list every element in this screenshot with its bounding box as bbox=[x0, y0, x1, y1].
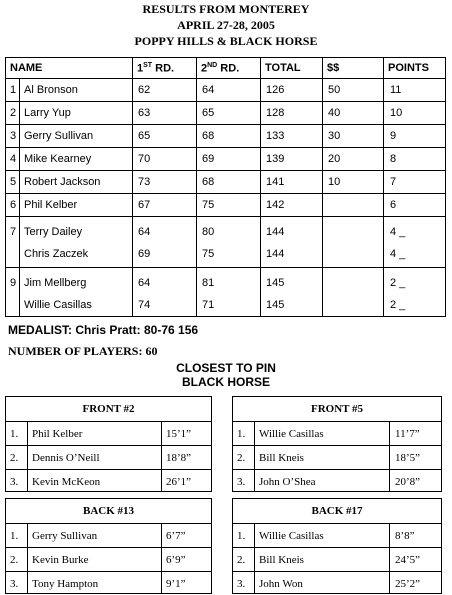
pin-rank: 1. bbox=[10, 530, 19, 542]
col-header-name: NAME bbox=[10, 62, 43, 74]
grid-line bbox=[6, 267, 445, 268]
pin-player: Tony Hampton bbox=[32, 578, 99, 590]
row-rd2: 68 bbox=[202, 130, 215, 142]
row-place: 5 bbox=[10, 176, 17, 188]
row-rd1: 64 bbox=[138, 277, 151, 289]
pin-rank: 2. bbox=[237, 452, 246, 464]
row-name: Phil Kelber bbox=[24, 199, 78, 211]
row-total: 142 bbox=[266, 199, 285, 211]
pin-rank: 3. bbox=[10, 578, 19, 590]
pin-player: Phil Kelber bbox=[32, 428, 83, 440]
pin-distance: 8’8” bbox=[395, 530, 415, 542]
row-name: Al Bronson bbox=[24, 84, 78, 96]
row-rd2: 69 bbox=[202, 153, 215, 165]
row-points: 4 _ bbox=[390, 226, 406, 238]
row-rd2: 64 bbox=[202, 84, 215, 96]
pin-player: Bill Kneis bbox=[259, 452, 304, 464]
col-header-total: TOTAL bbox=[265, 62, 301, 74]
row-name: Gerry Sullivan bbox=[24, 130, 94, 142]
pin-row bbox=[6, 445, 211, 469]
pin-rank: 2. bbox=[237, 554, 246, 566]
pin-row bbox=[233, 571, 441, 595]
pin-distance: 18’5” bbox=[395, 452, 421, 464]
row-rd1: 64 bbox=[138, 226, 151, 238]
row-rd2: 71 bbox=[202, 299, 215, 311]
row-points: 6 bbox=[390, 199, 397, 211]
row-total: 139 bbox=[266, 153, 285, 165]
pin-player: Dennis O’Neill bbox=[32, 452, 100, 464]
row-rd1: 73 bbox=[138, 176, 151, 188]
grid-line bbox=[6, 216, 445, 217]
col-header-points: POINTS bbox=[388, 62, 429, 74]
pin-rank: 2. bbox=[10, 452, 19, 464]
pin-row bbox=[6, 523, 211, 547]
row-name: Jim Mellberg bbox=[24, 277, 87, 289]
row-points: 4 _ bbox=[390, 248, 406, 260]
row-total: 144 bbox=[266, 226, 285, 238]
pin-rank: 1. bbox=[237, 428, 246, 440]
row-rd1: 63 bbox=[138, 107, 151, 119]
row-total: 144 bbox=[266, 248, 285, 260]
row-points: 9 bbox=[390, 130, 397, 142]
row-name: Chris Zaczek bbox=[24, 248, 89, 260]
pin-distance: 6’9” bbox=[166, 554, 186, 566]
pin-distance: 6’7” bbox=[166, 530, 186, 542]
pin-table-front-2 bbox=[5, 396, 212, 492]
pin-row bbox=[233, 445, 441, 469]
row-place: 2 bbox=[10, 107, 17, 119]
grid-line bbox=[322, 58, 323, 316]
pin-rank: 1. bbox=[237, 530, 246, 542]
col-header-rd1: 1ST RD. bbox=[137, 62, 175, 75]
pin-distance: 25’2” bbox=[395, 578, 421, 590]
pin-player: Gerry Sullivan bbox=[32, 530, 98, 542]
grid-line bbox=[6, 78, 445, 79]
pin-table-back-17 bbox=[232, 498, 442, 594]
pin-row bbox=[233, 523, 441, 547]
pin-row bbox=[6, 421, 211, 445]
row-money: 10 bbox=[328, 176, 341, 188]
pin-table-title: FRONT #2 bbox=[82, 403, 135, 415]
pin-row bbox=[6, 547, 211, 571]
row-money: 50 bbox=[328, 84, 341, 96]
pin-row bbox=[233, 547, 441, 571]
row-rd1: 74 bbox=[138, 299, 151, 311]
pin-table-title: FRONT #5 bbox=[310, 403, 364, 415]
row-points: 2 _ bbox=[390, 299, 406, 311]
pin-rank: 1. bbox=[10, 428, 19, 440]
row-place: 6 bbox=[10, 199, 17, 211]
medalist-line: MEDALIST: Chris Pratt: 80-76 156 bbox=[8, 323, 199, 337]
pin-player: Bill Kneis bbox=[259, 554, 304, 566]
pin-distance: 15’1” bbox=[166, 428, 192, 440]
grid-line bbox=[196, 58, 197, 316]
pin-player: Kevin Burke bbox=[32, 554, 89, 566]
pin-row bbox=[233, 469, 441, 493]
row-name: Mike Kearney bbox=[24, 153, 92, 165]
pin-player: Kevin McKeon bbox=[32, 476, 101, 488]
row-points: 11 bbox=[390, 84, 402, 96]
row-points: 7 bbox=[390, 176, 397, 188]
closest-course: BLACK HORSE bbox=[181, 375, 270, 389]
col-header-money: $$ bbox=[327, 62, 340, 74]
row-place: 1 bbox=[10, 84, 17, 96]
pin-row bbox=[233, 421, 441, 445]
row-rd2: 75 bbox=[202, 248, 215, 260]
row-name: Willie Casillas bbox=[24, 299, 92, 311]
pin-rank: 2. bbox=[10, 554, 19, 566]
row-points: 10 bbox=[390, 107, 403, 119]
row-rd1: 65 bbox=[138, 130, 151, 142]
pin-table-front-5 bbox=[232, 396, 442, 492]
row-money: 30 bbox=[328, 130, 341, 142]
pin-row bbox=[6, 469, 211, 493]
pin-distance: 26’1” bbox=[166, 476, 192, 488]
closest-title: CLOSEST TO PIN bbox=[176, 361, 276, 375]
row-name: Robert Jackson bbox=[24, 176, 101, 188]
grid-line bbox=[6, 124, 445, 125]
row-total: 145 bbox=[266, 277, 285, 289]
pin-table-back-13 bbox=[5, 498, 212, 594]
row-rd1: 69 bbox=[138, 248, 151, 260]
row-total: 128 bbox=[266, 107, 285, 119]
pin-distance: 24’5” bbox=[395, 554, 421, 566]
grid-line bbox=[6, 193, 445, 194]
row-place: 3 bbox=[10, 130, 17, 142]
grid-line bbox=[260, 58, 261, 316]
pin-rank: 3. bbox=[10, 476, 19, 488]
players-line: NUMBER OF PLAYERS: 60 bbox=[8, 344, 158, 358]
pin-player: Willie Casillas bbox=[259, 428, 324, 440]
pin-player: John O’Shea bbox=[259, 476, 316, 488]
row-total: 145 bbox=[266, 299, 285, 311]
pin-player: John Won bbox=[259, 578, 303, 590]
row-points: 8 bbox=[390, 153, 397, 165]
pin-rank: 3. bbox=[237, 578, 246, 590]
row-rd2: 80 bbox=[202, 226, 215, 238]
row-rd2: 65 bbox=[202, 107, 215, 119]
row-rd2: 81 bbox=[202, 277, 215, 289]
event-courses: POPPY HILLS & BLACK HORSE bbox=[134, 34, 318, 48]
row-rd1: 67 bbox=[138, 199, 151, 211]
row-total: 126 bbox=[266, 84, 285, 96]
row-rd2: 68 bbox=[202, 176, 215, 188]
grid-line bbox=[132, 58, 133, 316]
pin-rank: 3. bbox=[237, 476, 246, 488]
row-rd2: 75 bbox=[202, 199, 215, 211]
pin-distance: 9’1” bbox=[166, 578, 186, 590]
pin-distance: 11’7” bbox=[395, 428, 420, 440]
col-header-rd2: 2ND RD. bbox=[201, 62, 240, 75]
grid-line bbox=[6, 101, 445, 102]
row-place: 9 bbox=[10, 277, 17, 289]
event-dates: APRIL 27-28, 2005 bbox=[177, 18, 275, 32]
row-points: 2 _ bbox=[390, 277, 406, 289]
pin-player: Willie Casillas bbox=[259, 530, 324, 542]
page-title: RESULTS FROM MONTEREY bbox=[142, 2, 310, 16]
grid-line bbox=[383, 58, 384, 316]
pin-distance: 18’8” bbox=[166, 452, 192, 464]
grid-line bbox=[19, 78, 20, 316]
row-name: Terry Dailey bbox=[24, 226, 83, 238]
pin-row bbox=[6, 571, 211, 595]
pin-table-title: BACK #17 bbox=[311, 505, 363, 517]
row-place: 7 bbox=[10, 226, 17, 238]
pin-distance: 20’8” bbox=[395, 476, 421, 488]
results-table bbox=[5, 57, 446, 317]
row-money: 40 bbox=[328, 107, 341, 119]
row-name: Larry Yup bbox=[24, 107, 71, 119]
row-place: 4 bbox=[10, 153, 17, 165]
row-total: 133 bbox=[266, 130, 285, 142]
row-money: 20 bbox=[328, 153, 341, 165]
row-rd1: 62 bbox=[138, 84, 151, 96]
grid-line bbox=[6, 147, 445, 148]
grid-line bbox=[6, 170, 445, 171]
pin-table-title: BACK #13 bbox=[82, 505, 135, 517]
row-total: 141 bbox=[266, 176, 285, 188]
row-rd1: 70 bbox=[138, 153, 151, 165]
